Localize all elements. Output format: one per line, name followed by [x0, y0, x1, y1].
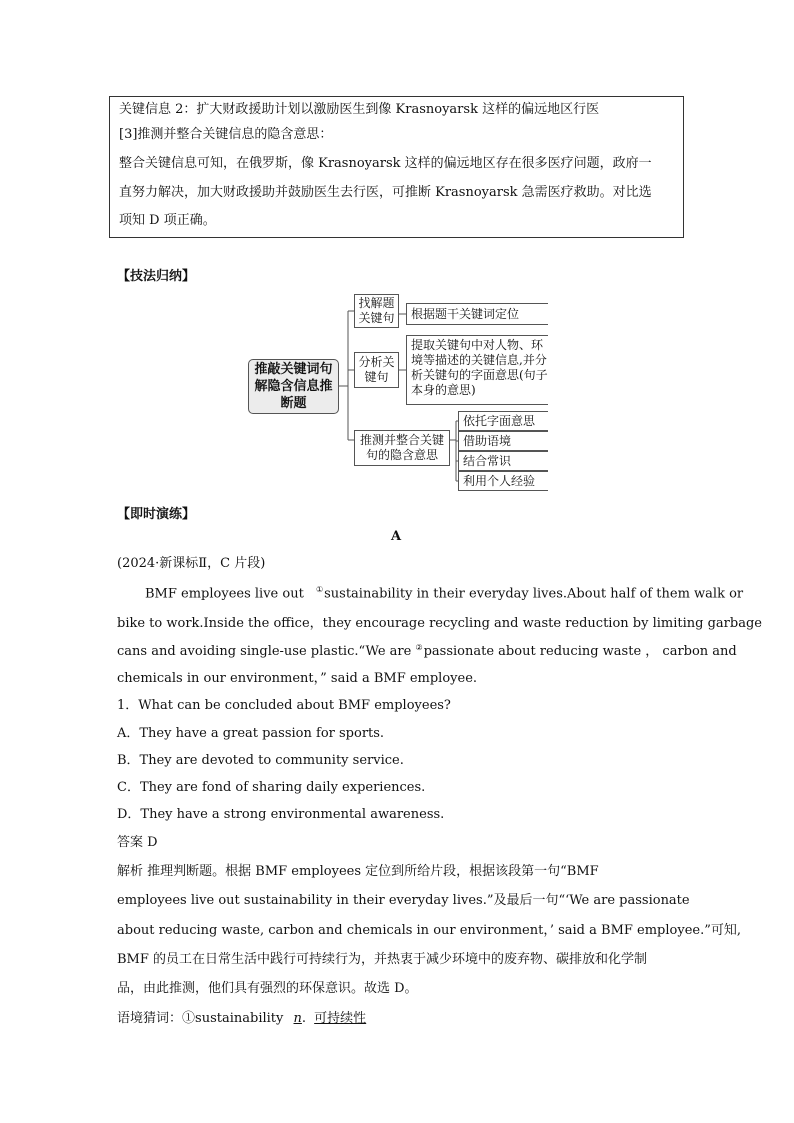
marker-1: ①: [315, 585, 324, 594]
vocab-dot: .: [301, 1011, 307, 1026]
practice-heading: 【即时演练】: [117, 507, 196, 522]
vocab-meaning: 可持续性: [314, 1011, 367, 1026]
mindmap-leaf-experience: 利用个人经验: [458, 471, 548, 491]
question: 1．What can be concluded about BMF employees?: [117, 698, 451, 713]
technique-heading: 【技法归纳】: [117, 269, 196, 284]
vocab-pos: n: [293, 1011, 302, 1026]
box-line-5: 项知 D 项正确。: [119, 213, 216, 228]
passage-line-1b: sustainability in their everyday lives.About half of them walk or: [324, 586, 744, 602]
vocab-label: 语境猜词：: [117, 1011, 183, 1026]
passage-line-1a: BMF employees live out: [145, 586, 304, 602]
passage-label: A: [391, 529, 402, 544]
mindmap-leaf-context: 借助语境: [458, 431, 548, 451]
mindmap-leaf-extract: 提取关键句中对人物、环境等描述的关键信息,并分析关键句的字面意思(句子本身的意思): [406, 335, 548, 405]
mind-map-connectors: [0, 0, 794, 500]
source-line: (2024·新课标Ⅱ，C 片段): [117, 556, 266, 571]
passage-line-3a: cans and avoiding single-use plastic.“We are: [117, 644, 412, 659]
mindmap-branch-analyze: 分析关键句: [354, 352, 399, 388]
passage-line-2: bike to work.Inside the office，they encourage recycling and waste reduction by limiting garbage: [117, 616, 762, 631]
passage-line-3b: passionate about reducing waste ， carbon and: [423, 644, 737, 659]
passage-line-4: chemicals in our environment，” said a BMF employee.: [117, 671, 478, 686]
marker-2: ②: [415, 642, 423, 652]
analysis-line-2: employees live out sustainability in their everyday lives.”及最后一句“‘We are passionate: [117, 893, 690, 908]
mindmap-branch-infer: 推测并整合关键句的隐含意思: [354, 430, 450, 466]
answer: 答案 D: [117, 835, 158, 850]
analysis-line-5: 品，由此推测，他们具有强烈的环保意识。故选 D。: [117, 981, 418, 996]
mindmap-leaf-literal: 依托字面意思: [458, 411, 548, 431]
passage-line-1: [145, 585, 743, 601]
mindmap-leaf-common-sense: 结合常识: [458, 451, 548, 471]
analysis-line-3: about reducing waste, carbon and chemicals in our environment，’ said a BMF employee.”可知,: [117, 923, 741, 938]
passage-line-3: [117, 640, 737, 659]
box-line-1: 关键信息 2：扩大财政援助计划以激励医生到像 Krasnoyarsk 这样的偏远地区行医: [119, 102, 600, 117]
box-line-4: 直努力解决，加大财政援助并鼓励医生去行医，可推断 Krasnoyarsk 急需医疗救助。对比选: [119, 185, 652, 200]
mindmap-leaf-locate: 根据题干关键词定位: [406, 303, 548, 325]
vocab-mark: ①: [182, 1011, 196, 1026]
vocab-word: sustainability: [195, 1011, 284, 1026]
analysis-line-4: BMF 的员工在日常生活中践行可持续行为，并热衷于减少环境中的废弃物、碳排放和化学制: [117, 952, 648, 967]
option-b: B．They are devoted to community service.: [117, 753, 404, 768]
option-a: A．They have a great passion for sports.: [117, 726, 385, 741]
mindmap-root: 推敲关键词句解隐含信息推断题: [248, 359, 339, 414]
analysis-line-1: 解析 推理判断题。根据 BMF employees 定位到所给片段，根据该段第一句“BMF: [117, 864, 599, 879]
box-line-3: 整合关键信息可知，在俄罗斯，像 Krasnoyarsk 这样的偏远地区存在很多医疗问题，政府一: [119, 156, 652, 171]
box-line-2: [3]推测并整合关键信息的隐含意思：: [119, 127, 333, 142]
mindmap-branch-find: 找解题关键句: [354, 294, 399, 328]
vocab-line: [117, 1007, 366, 1026]
option-c: C．They are fond of sharing daily experiences.: [117, 780, 426, 795]
option-d: D．They have a strong environmental awareness.: [117, 807, 445, 822]
